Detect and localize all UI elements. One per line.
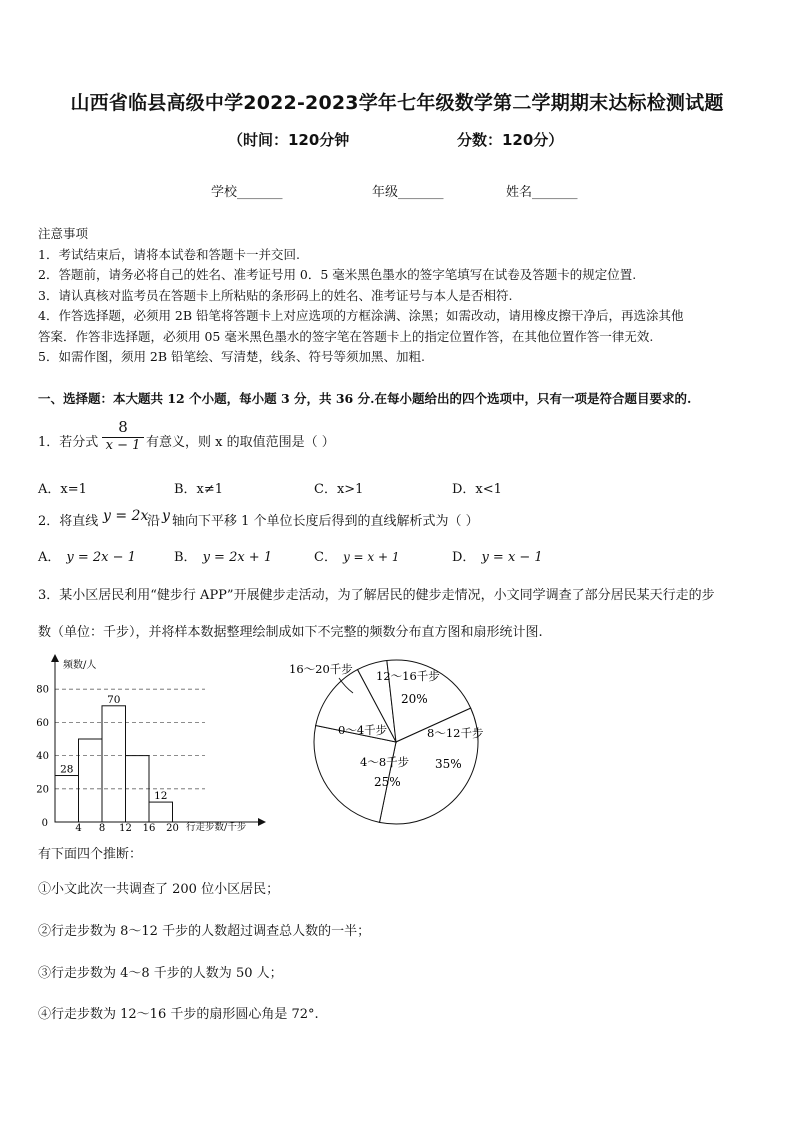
page-title: 山西省临县高级中学2022-2023学年七年级数学第二学期期末达标检测试题 (70, 92, 724, 114)
note-item: 2．答题前，请务必将自己的姓名、准考证号用 0．5 毫米黑色墨水的签字笔填写在试卷及答题卡的规定位置. (38, 267, 637, 282)
note-item: 4．作答选择题，必须用 2B 铅笔将答题卡上对应选项的方框涂满、涂黑；如需改动，请用橡皮擦干净后，再选涂其他 (38, 308, 684, 323)
section-heading: 一、选择题：本大题共 12 个小题，每小题 3 分，共 36 分.在每小题给出的四个选项中，只有一项是符合题目要求的. (38, 391, 692, 406)
x-axis-label: 行走步数/千步 (186, 822, 247, 833)
x-tick-label: 12 (119, 823, 132, 834)
notes-heading: 注意事项 (38, 226, 89, 241)
q2-option-d-formula: y = x − 1 (481, 550, 543, 565)
y-tick-label: 60 (36, 717, 49, 729)
y-tick-label: 0 (41, 818, 48, 829)
note-item: 3．请认真核对监考员在答题卡上所粘贴的条形码上的姓名、准考证号与本人是否相符. (38, 287, 513, 303)
note-item: 1．考试结束后，请将本试卷和答题卡一并交回. (38, 246, 300, 262)
exam-time: （时间：120分钟 (228, 131, 350, 149)
pie-label-12-16: 12～16千步 (376, 669, 440, 683)
y-axis-label: 频数/人 (63, 660, 97, 671)
school-field[interactable]: 学校_______ (211, 185, 283, 200)
note-item: 5．如需作图，须用 2B 铅笔绘、写清楚，线条、符号等须加黑、加粗. (38, 349, 426, 364)
x-tick-label: 4 (75, 823, 82, 834)
inference-1: ①小文此次一共调查了 200 位小区居民； (38, 882, 280, 897)
inference-3: ③行走步数为 4～8 千步的人数为 50 人； (38, 966, 283, 981)
q1-numerator: 8 (118, 418, 128, 436)
q1-option-b[interactable]: B．x≠1 (174, 482, 224, 497)
q2-line: y = 2x (103, 508, 149, 524)
histogram-bar (55, 776, 79, 822)
q2-option-b[interactable] (174, 546, 272, 565)
histogram-bar (102, 706, 126, 822)
x-tick-label: 8 (98, 823, 106, 834)
histogram-chart (30, 652, 270, 840)
q1-option-d[interactable]: D．x<1 (452, 482, 502, 497)
pie-label-16-20: 16～20千步 (289, 662, 353, 676)
inference-2: ②行走步数为 8～12 千步的人数超过调查总人数的一半； (38, 924, 371, 939)
x-tick-label: 16 (142, 823, 156, 834)
q1-fraction (102, 418, 144, 453)
pie-label-4-8: 4～8千步 (360, 755, 410, 769)
q2-suffix: 轴向下平移 1 个单位长度后得到的直线解析式为（ ） (172, 514, 479, 529)
q2-option-d-label: D． (452, 550, 476, 565)
y-tick-label: 20 (36, 784, 49, 796)
q2-option-d[interactable] (452, 546, 543, 565)
q2-option-a-formula: y = 2x − 1 (66, 550, 136, 565)
notes-section (38, 224, 763, 368)
q2-middle: 沿 (147, 514, 161, 529)
inference-4: ④行走步数为 12～16 千步的扇形圆心角是 72°. (38, 1007, 319, 1022)
pie-percent-8-12: 35% (435, 757, 462, 771)
grade-field[interactable]: 年级_______ (372, 185, 444, 200)
q3-line2: 数（单位：千步），并将样本数据整理绘制成如下不完整的频数分布直方图和扇形统计图. (38, 625, 543, 640)
q1-option-c[interactable]: C．x>1 (314, 482, 364, 497)
name-field[interactable]: 姓名_______ (506, 185, 578, 200)
histogram-bar (79, 739, 103, 822)
inference-intro: 有下面四个推断： (38, 847, 143, 862)
q2-axis: y (162, 508, 170, 524)
q3-line1: 3．某小区居民利用“健步行 APP”开展健步走活动，为了解居民的健步走情况，小文同学调查了部分居民某天行走的步 (38, 588, 715, 603)
y-tick-label: 40 (36, 751, 49, 763)
q2-option-a[interactable] (38, 546, 136, 565)
pie-label-8-12: 8～12千步 (427, 726, 484, 740)
q2-option-b-label: B． (174, 550, 197, 565)
q2-option-c-label: C． (314, 550, 337, 565)
q2-prefix: 2．将直线 (38, 514, 99, 529)
q2-option-c[interactable] (314, 546, 400, 565)
q2-option-c-formula: y = x + 1 (342, 550, 400, 564)
q1-option-a[interactable]: A．x=1 (38, 482, 87, 497)
x-tick-label: 20 (166, 823, 179, 834)
y-tick-label: 80 (36, 684, 49, 696)
pie-percent-4-8: 25% (374, 775, 401, 789)
histogram-bar (149, 802, 173, 822)
pie-percent-12-16: 20% (401, 692, 428, 706)
note-item: 答案．作答非选择题，必须用 05 毫米黑色墨水的签字笔在答题卡上的指定位置作答，在其他位置作答一律无效. (38, 328, 654, 344)
q2-option-a-label: A． (38, 550, 61, 565)
q1-prefix: 1．若分式 (38, 435, 99, 450)
q2-option-b-formula: y = 2x + 1 (202, 550, 273, 565)
bar-value-label: 28 (60, 763, 74, 776)
histogram-bar (126, 756, 150, 822)
pie-label-0-4: 0～4千步 (338, 723, 388, 737)
q1-denominator: x − 1 (105, 438, 141, 453)
pie-chart (283, 645, 498, 845)
exam-score: 分数：120分） (457, 131, 564, 149)
q1-suffix: 有意义，则 x 的取值范围是（ ） (146, 435, 335, 450)
bar-value-label: 12 (154, 790, 168, 803)
bar-value-label: 70 (107, 693, 121, 706)
